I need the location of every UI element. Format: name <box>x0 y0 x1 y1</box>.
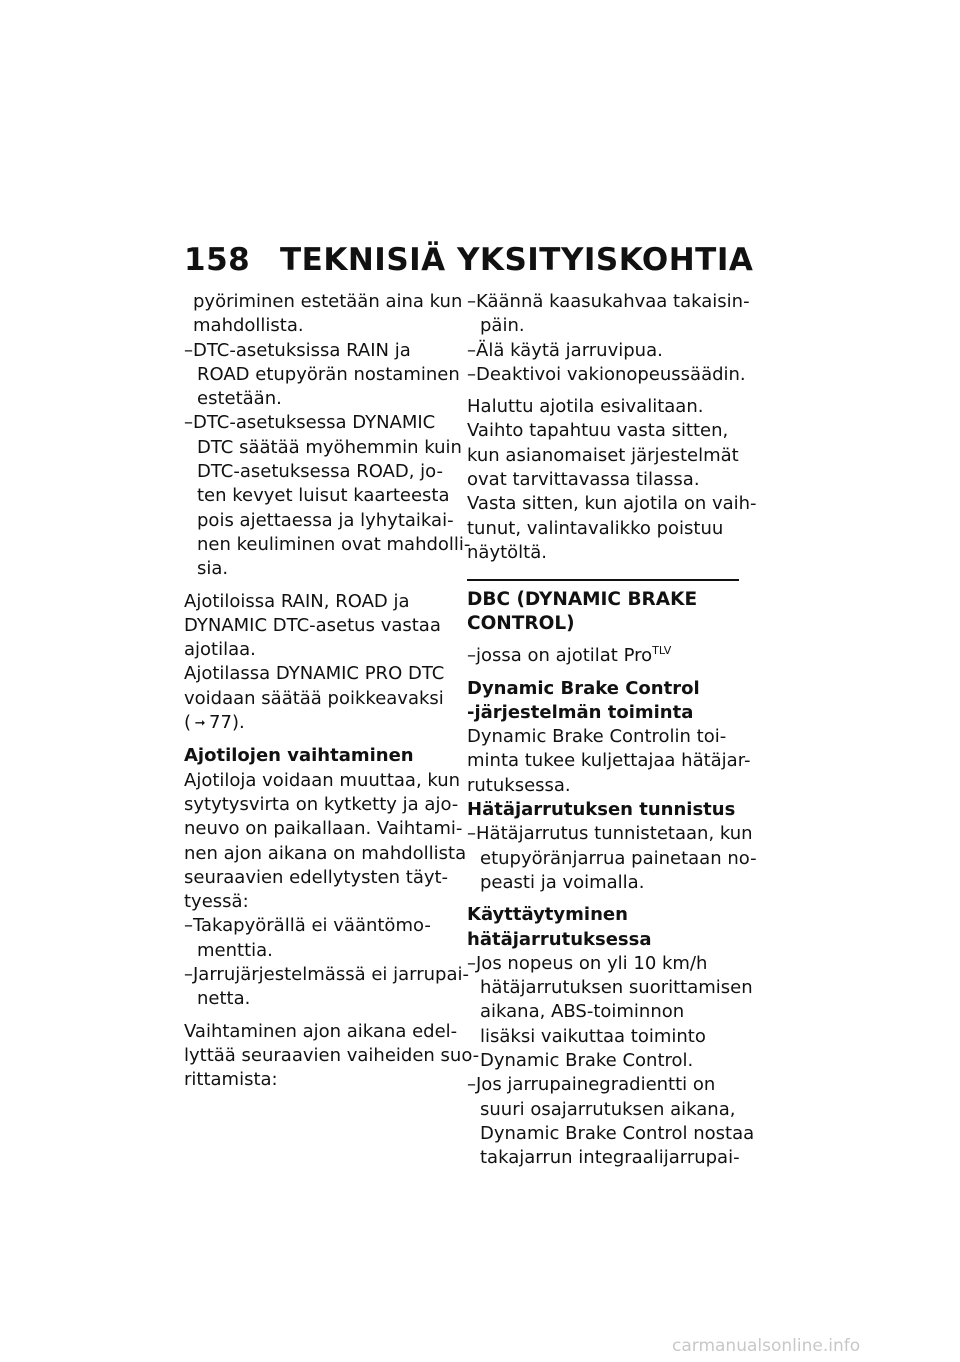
subheading: Ajotilojen vaihtaminen <box>184 745 414 767</box>
subheading <box>467 903 739 952</box>
text-line: kun asianomaiset järjestelmät <box>467 444 739 466</box>
text-line: DYNAMIC DTC-asetus vastaa <box>184 614 441 636</box>
ref-open: ( <box>184 712 192 734</box>
text-line: ovat tarvittavassa tilassa. <box>467 469 700 491</box>
text-line: rutuksessa. <box>467 774 571 796</box>
availability-note <box>467 644 739 668</box>
list-item <box>467 1073 755 1170</box>
text-line: CONTROL) <box>467 613 575 635</box>
text-line: pyöriminen estetään aina kun <box>193 291 463 312</box>
text-line: lisäksi vaikuttaa toiminto <box>480 1025 706 1047</box>
text-line: lyttää seuraavien vaiheiden suo- <box>184 1044 480 1066</box>
paragraph <box>184 1020 480 1093</box>
list-item <box>467 952 753 1073</box>
text-line: tunut, valintavalikko poistuu <box>467 517 724 539</box>
text-line: DBC (DYNAMIC BRAKE <box>467 589 698 611</box>
text-line: hätäjarrutuksessa <box>467 928 652 950</box>
text-line: Ajotiloissa RAIN, ROAD ja <box>184 590 410 612</box>
list-item <box>467 363 746 387</box>
page-number: 158 <box>184 242 251 278</box>
watermark-link[interactable]: carmanualsonline.info <box>672 1336 861 1356</box>
text-line: Dynamic Brake Control <box>467 677 700 699</box>
chapter-title: TEKNISIÄ YKSITYISKOHTIA <box>280 242 754 278</box>
list-item <box>467 290 750 339</box>
text-line: Dynamic Brake Controlin toi- <box>467 726 727 748</box>
text-line: – Hätäjarrutus tunnistetaan, kun <box>467 822 739 846</box>
availability-sup: TLV <box>652 644 672 658</box>
text-line: rittamista: <box>184 1069 278 1091</box>
text-line: – Jos jarrupainegradientti on <box>467 1073 739 1097</box>
text-line: Dynamic Brake Control nostaa <box>480 1122 755 1144</box>
text-line: estetään. <box>197 388 282 410</box>
text-line: Ajotiloja voidaan muuttaa, kun <box>184 769 461 791</box>
text-line: seuraavien edellytysten täyt- <box>184 866 449 888</box>
text-line: – Jarrujärjestelmässä ei jarrupai- <box>184 963 446 987</box>
text-line: – DTC-asetuksessa DYNAMIC <box>184 411 446 435</box>
text-line: Haluttu ajotila esivalitaan. <box>467 396 704 418</box>
text-line: sia. <box>197 558 229 580</box>
text-line: Vasta sitten, kun ajotila on vaih- <box>467 493 757 515</box>
text-line: menttia. <box>197 939 273 961</box>
page-reference-arrow-icon: ➞ <box>194 716 206 732</box>
text-line: Vaihtaminen ajon aikana edel- <box>184 1020 458 1042</box>
text-line: DTC-asetuksessa ROAD, jo- <box>197 461 444 483</box>
text-line: nen ajon aikana on mahdollista <box>184 842 467 864</box>
text-line: – Jos nopeus on yli 10 km/h <box>467 952 739 976</box>
availability-text: –jossa on ajotilat Pro <box>467 645 653 667</box>
subheading <box>467 677 739 726</box>
text-line: hätäjarrutuksen suorittamisen <box>480 977 753 999</box>
text-line: näytöltä. <box>467 541 547 563</box>
text-line: ROAD etupyörän nostaminen <box>197 363 460 385</box>
paragraph <box>184 590 446 737</box>
paragraph <box>184 769 467 915</box>
text-line: suuri osajarrutuksen aikana, <box>480 1098 736 1120</box>
right-column <box>467 290 757 1171</box>
ref-close: ). <box>231 712 245 734</box>
list-item <box>184 963 469 1012</box>
text-line: Ajotilassa DYNAMIC PRO DTC <box>184 663 445 685</box>
text-line: etupyöränjarrua painetaan no- <box>480 847 757 869</box>
paragraph <box>467 395 757 565</box>
list-item <box>184 339 460 412</box>
page-header <box>184 242 754 278</box>
text-line: Dynamic Brake Control. <box>480 1050 694 1072</box>
list-item <box>184 914 446 963</box>
text-line: – Deaktivoi vakionopeussäädin. <box>467 363 739 387</box>
text-line: DTC säätää myöhemmin kuin <box>197 436 462 458</box>
text-line: tyessä: <box>184 891 249 913</box>
text-line: Vaihto tapahtuu vasta sitten, <box>467 420 729 442</box>
list-item <box>184 411 471 581</box>
text-line: neuvo on paikallaan. Vaihtami- <box>184 818 463 840</box>
paragraph <box>467 725 751 798</box>
subheading: Hätäjarrutuksen tunnistus <box>467 799 736 821</box>
text-line: minta tukee kuljettajaa hätäjar- <box>467 750 751 772</box>
text-line: ajotilaa. <box>184 639 256 661</box>
text-line: voidaan säätää poikkeavaksi <box>184 687 444 709</box>
text-line: peasti ja voimalla. <box>480 871 645 893</box>
text-line: – DTC-asetuksissa RAIN ja <box>184 339 446 363</box>
left-column <box>184 290 480 1101</box>
ref-page-number: 77 <box>209 712 232 734</box>
page-reference[interactable] <box>184 711 446 736</box>
text-line: aikana, ABS-toiminnon <box>480 1001 685 1023</box>
text-line: mahdollista. <box>193 315 304 337</box>
continued-item <box>184 290 463 339</box>
text-line: päin. <box>480 315 525 337</box>
text-line: – Takapyörällä ei vääntömo- <box>184 914 446 938</box>
text-line: takajarrun integraalijarrupai- <box>480 1147 740 1169</box>
text-line: Käyttäytyminen <box>467 904 628 926</box>
text-line: -järjestelmän toiminta <box>467 701 694 723</box>
text-line: sytytysvirta on kytketty ja ajo- <box>184 793 459 815</box>
text-line: – Käännä kaasukahvaa takaisin- <box>467 290 739 314</box>
text-line: ten kevyet luisut kaarteesta <box>197 485 450 507</box>
text-line: netta. <box>197 988 251 1010</box>
section-heading <box>467 579 739 636</box>
text-line: – Älä käytä jarruvipua. <box>467 339 739 363</box>
text-line: pois ajettaessa ja lyhytaikai- <box>197 509 454 531</box>
text-line: nen keuliminen ovat mahdolli- <box>197 533 471 555</box>
list-item <box>467 339 739 363</box>
list-item <box>467 822 757 895</box>
